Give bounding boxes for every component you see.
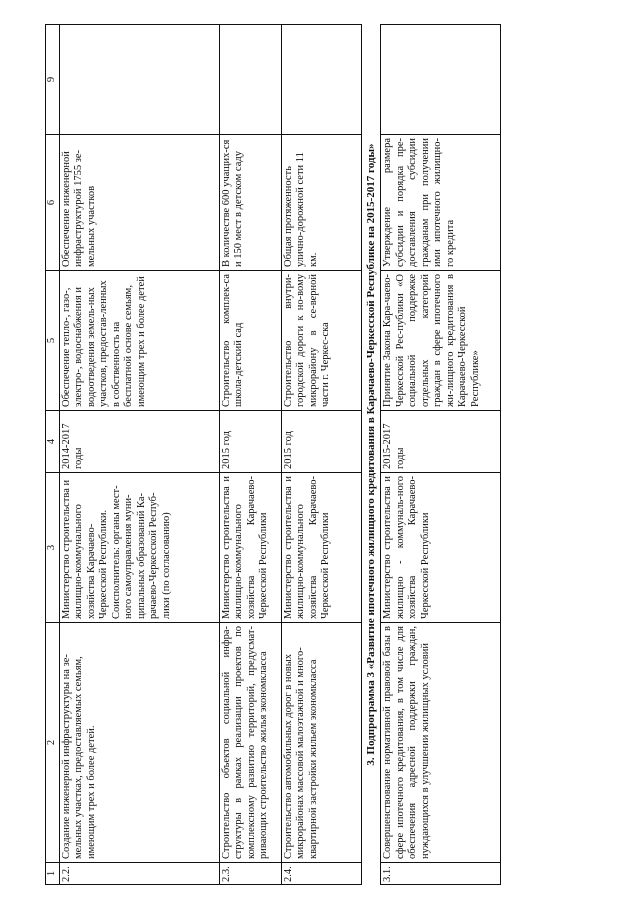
section-title: 3. Подпрограмма 3 «Развитие ипотечного жилищного кредитования в Карачаево-Черкесской Республике на 2015-2017 годы» <box>361 25 381 885</box>
measure-name: Строительство объектов социальной инфра-структуры в рамках реализации проектов по комплексному развитию территорий, предусмат-ривающих строительство жилья экономкласса <box>219 623 281 863</box>
measure-name: Строительство автомобильных дорог в новых микрорайонах массовой малоэтажной и много-квартирной застройки жильем экономкласса <box>281 623 361 863</box>
indicator: В количестве 600 учащих-ся и 150 мест в детском саду <box>219 135 281 271</box>
measure-name: Создание инженерной инфраструктуры на зе-мельных участках, предоставляемых семьям, имеющим трех и более детей. <box>59 623 219 863</box>
header-row <box>46 25 60 885</box>
period: 2015 год <box>281 411 361 473</box>
measure-name: Совершенствование нормативной правовой базы в сфере ипотечного кредитования, в том числе для обеспечения адресной поддержки граждан, нуждающихся в улучшении жилищных условий <box>381 623 501 863</box>
expected-result: Принятие Закона Кара-чаево-Черкесской Рес-публики «О социальной поддержке отдельных категорий граждан в сфере ипотечного жи-лищного кредитования в Карачаево-Черкесской Республике» <box>381 271 501 411</box>
indicator: Утверждение размера субсидии и порядка пре-доставления субсидии гражданам при получении ими ипотечного жилищно-го кредита <box>381 135 501 271</box>
rotated-content <box>45 25 605 885</box>
expected-result: Строительство внутри-городской дороги к но-вому микрорайону в се-верной части г. Черкес-ска <box>281 271 361 411</box>
table-row <box>281 25 361 885</box>
executor: Министерство строительства и жилищно-коммунального хозяйства Карачаево-Черкесской Республики. Соисполнитель: органы мест-ного самоуправления муни-ципальных образований Ка-рачаево-Черкесской Респуб-лики (по согласованию) <box>59 473 219 623</box>
extra-cell <box>381 25 501 135</box>
expected-result: Строительство комплек-са школа-детский сад <box>219 271 281 411</box>
col-header-3: 3 <box>46 473 60 623</box>
row-number: 3.1. <box>381 863 501 885</box>
program-table <box>45 24 501 885</box>
col-header-5: 5 <box>46 271 60 411</box>
period: 2015 год <box>219 411 281 473</box>
extra-cell <box>219 25 281 135</box>
extra-cell <box>281 25 361 135</box>
executor: Министерство строительства и жилищно-коммунального хозяйства Карачаево-Черкесской Республики <box>219 473 281 623</box>
row-number: 2.2. <box>59 863 219 885</box>
indicator: Обеспечение инженерной инфраструктурой 1755 зе-мельных участков <box>59 135 219 271</box>
indicator: Общая протяженность улично-дорожной сети 11 км. <box>281 135 361 271</box>
row-number: 2.3. <box>219 863 281 885</box>
expected-result: Обеспечение тепло-, газо-, электро-, водоснабжения и водоотведения земель-ных участков, предостав-ленных в собственность на бесплатной основе семьям, имеющим трех и более детей <box>59 271 219 411</box>
table-row <box>381 25 501 885</box>
period: 2014-2017 годы <box>59 411 219 473</box>
col-header-1: 1 <box>46 863 60 885</box>
executor: Министерство строительства и жилищно - коммуналь-ного хозяйства Карачаево-Черкесской Республики <box>381 473 501 623</box>
col-header-2: 2 <box>46 623 60 863</box>
table-row <box>59 25 219 885</box>
period: 2015-2017 годы <box>381 411 501 473</box>
col-header-9: 9 <box>46 25 60 135</box>
section-heading-row <box>361 25 381 885</box>
col-header-6: 6 <box>46 135 60 271</box>
table-row <box>219 25 281 885</box>
extra-cell <box>59 25 219 135</box>
row-number: 2.4. <box>281 863 361 885</box>
executor: Министерство строительства и жилищно-коммунального хозяйства Карачаево-Черкесской Республики <box>281 473 361 623</box>
col-header-4: 4 <box>46 411 60 473</box>
